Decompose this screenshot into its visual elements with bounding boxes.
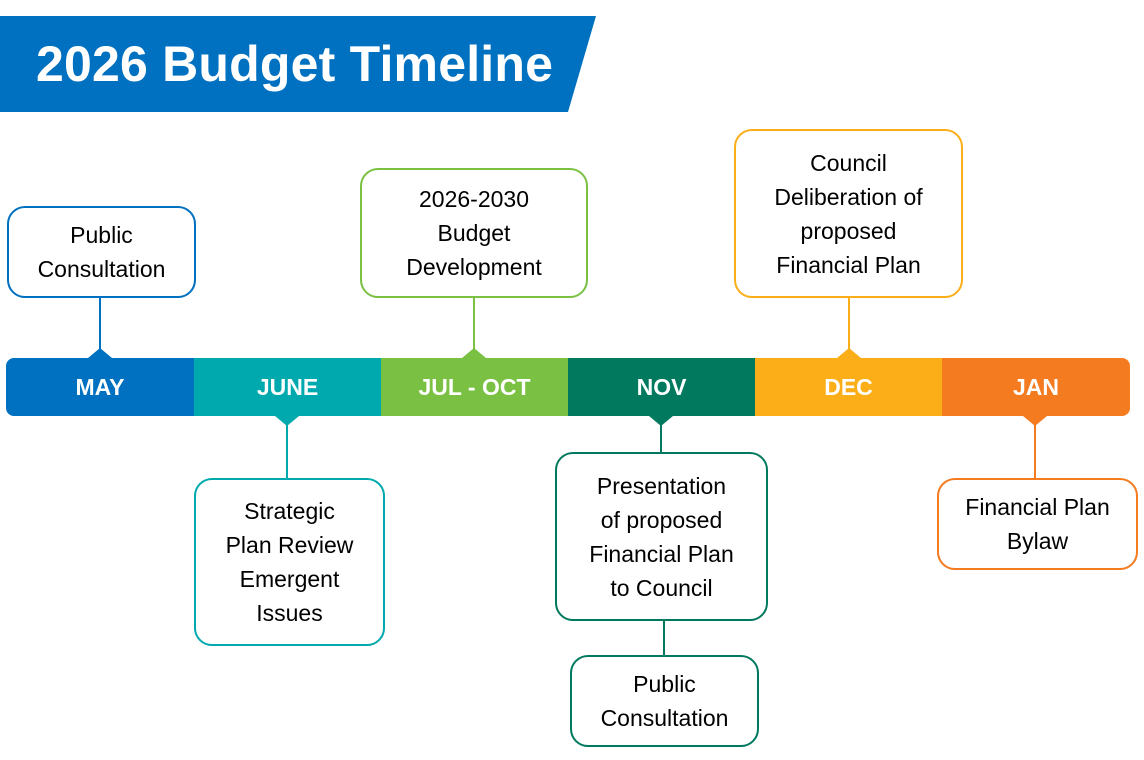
june-connector [286, 420, 288, 480]
dec-council-deliberation-box: Council Deliberation of proposed Financial Plan [734, 129, 963, 298]
period-may: MAY [6, 358, 194, 416]
june-strategic-plan-box: Strategic Plan Review Emergent Issues [194, 478, 385, 646]
period-nov: NOV [568, 358, 755, 416]
nov-presentation-box: Presentation of proposed Financial Plan to Council [555, 452, 768, 621]
dec-connector [848, 296, 850, 352]
may-notch [88, 348, 112, 358]
nov-connector [660, 420, 662, 454]
page-title: 2026 Budget Timeline [36, 36, 554, 92]
timeline-bar [6, 358, 1130, 416]
jul-oct-connector [473, 296, 475, 352]
jan-financial-plan-bylaw-box: Financial Plan Bylaw [937, 478, 1138, 570]
period-jan: JAN [942, 358, 1130, 416]
period-june: JUNE [194, 358, 381, 416]
may-connector [99, 296, 101, 352]
jul-oct-budget-development-box: 2026-2030 Budget Development [360, 168, 588, 298]
period-dec: DEC [755, 358, 942, 416]
period-jul-oct: JUL - OCT [381, 358, 568, 416]
jul-oct-notch [462, 348, 486, 358]
nov-secondary-connector [663, 619, 665, 657]
may-public-consultation-box: Public Consultation [7, 206, 196, 298]
dec-notch [837, 348, 861, 358]
nov-public-consultation-box: Public Consultation [570, 655, 759, 747]
jan-connector [1034, 420, 1036, 480]
